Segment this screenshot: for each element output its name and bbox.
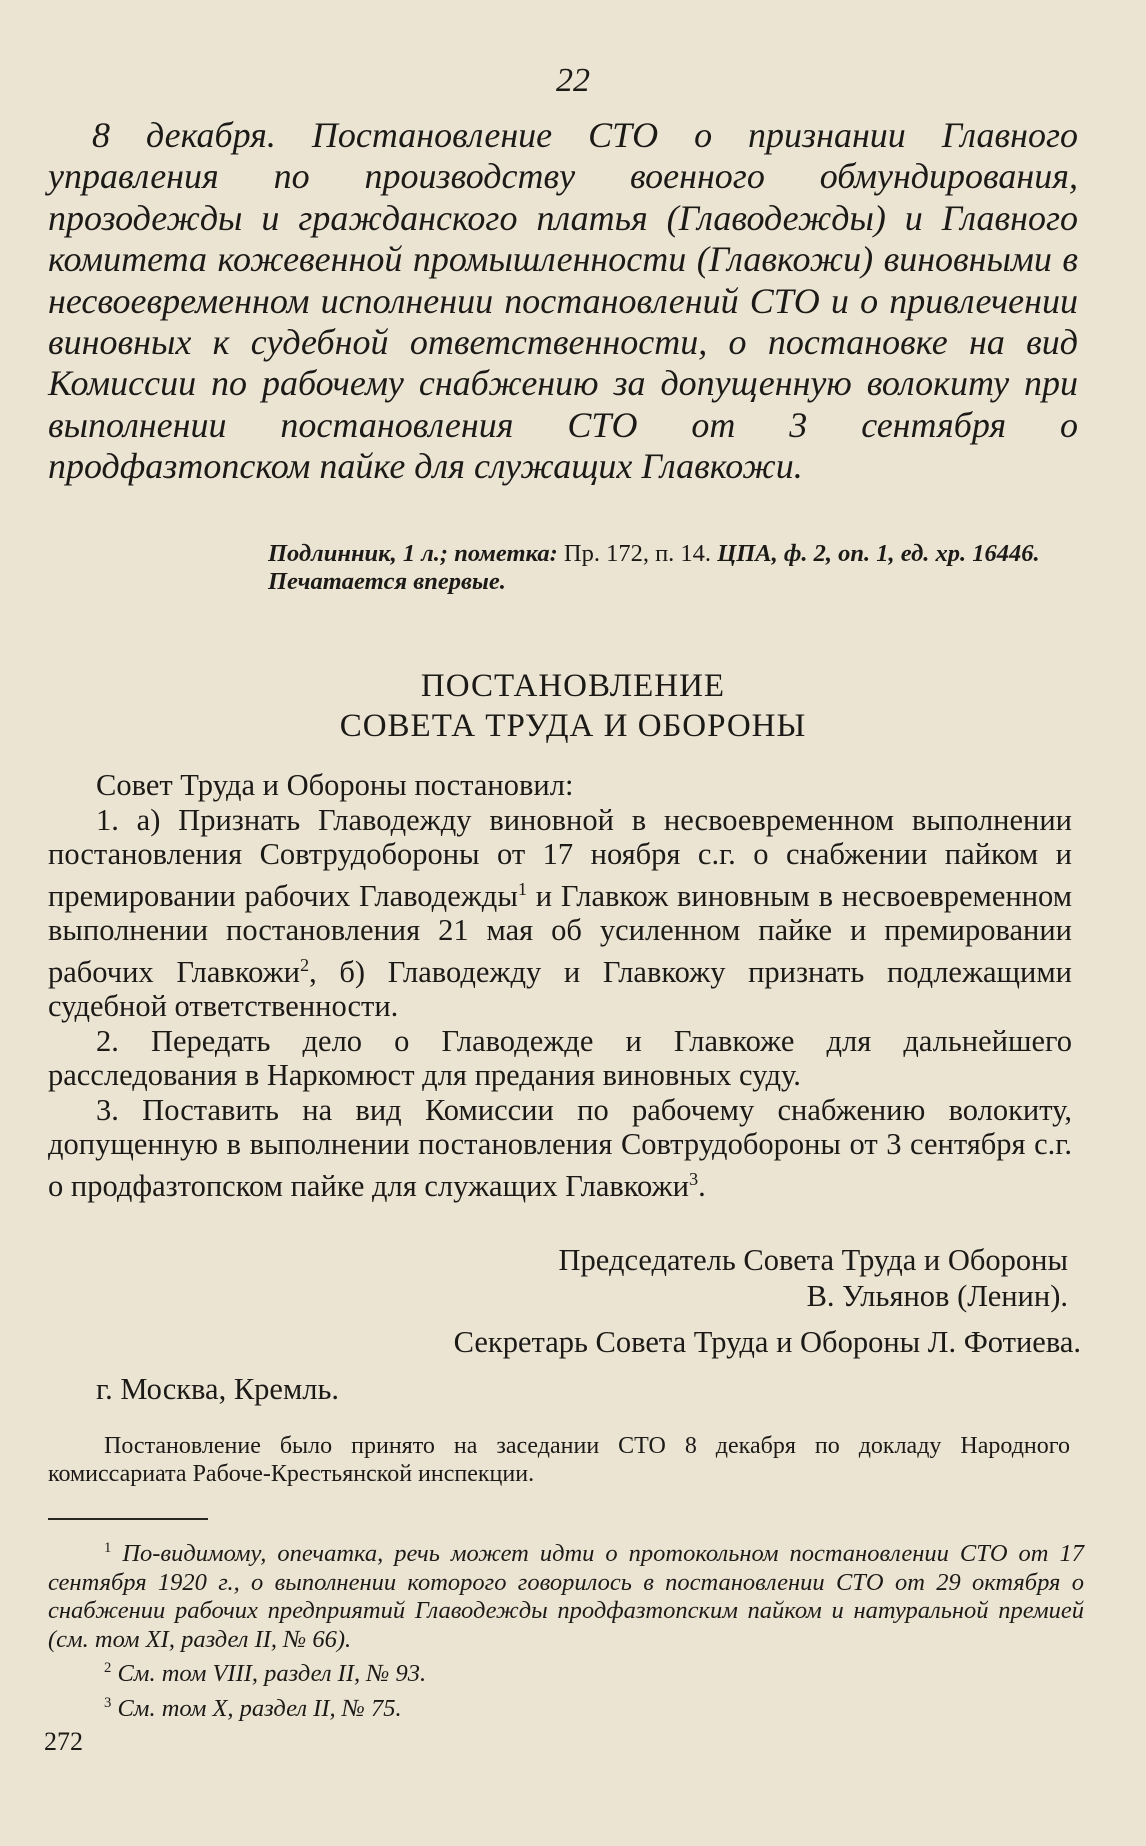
secretary-signature: Секретарь Совета Труда и Обороны Л. Фотиева. bbox=[453, 1325, 1081, 1359]
page-number: 272 bbox=[44, 1727, 83, 1756]
source-published: Печатается впервые. bbox=[268, 568, 506, 595]
footnote-2 bbox=[48, 1654, 1084, 1689]
body-item-3 bbox=[48, 1093, 1072, 1204]
body-item-1 bbox=[48, 803, 1072, 1024]
item1-part-b: и Главкож виновным в несвоевременном выполнении постановления 21 мая об усиленном пайке и премировании рабочих Главкожи bbox=[48, 878, 1072, 989]
source-part3: ЦПА, ф. 2, оп. 1, ед. хр. 16446. bbox=[711, 540, 1040, 567]
footnote-3-num: 3 bbox=[104, 1694, 112, 1711]
document-summary: 8 декабря. Постановление СТО о признании Главного управления по производству военного обмундирования, прозодежды и гражданского платья (Главодежды) и Главного комитета кожевенной промышленности (Главкожи) виновными в несвоевременном исполнении постановлений СТО и о привлечении виновных к судебной ответственности, о постановке на вид Комиссии по рабочему снабжению за допущенную волокиту при выполнении постановления СТО от 3 сентября о продфазтопском пайке для служащих Главкожи. bbox=[48, 115, 1078, 487]
footnote-divider bbox=[48, 1518, 208, 1520]
place: г. Москва, Кремль. bbox=[96, 1372, 340, 1406]
resolution-body bbox=[48, 768, 1072, 1203]
footnote-1-num: 1 bbox=[104, 1540, 112, 1556]
source-part1: Подлинник, 1 л.; пометка: bbox=[268, 540, 564, 567]
document-number: 22 bbox=[556, 62, 590, 99]
chair-name: В. Ульянов (Ленин). bbox=[806, 1279, 1068, 1313]
footnote-ref-1: 1 bbox=[517, 878, 527, 899]
resolution-title bbox=[0, 666, 1146, 746]
item3-part-a: 3. Поставить на вид Комиссии по рабочему снабжению волокиту, допущенную в выполнении постановления Совтрудобороны от 3 сентября с.г. о продфазтопском пайке для служащих Главкожи bbox=[48, 1092, 1072, 1203]
footnote-1-text: По-видимому, опечатка, речь может идти о протокольном постановлении СТО от 17 сентября 1920 г., о выполнении которого говорилось в постановлении СТО от 29 октября о снабжении рабочих предприятий Главодежды продфазтопским пайком и натуральной премией (см. том XI, раздел II, № 66). bbox=[48, 1540, 1084, 1653]
editorial-note: Постановление было принято на заседании СТО 8 декабря по докладу Народного комиссариата Рабоче-Крестьянской инспекции. bbox=[48, 1433, 1070, 1487]
footnotes bbox=[48, 1534, 1084, 1723]
item1-part-c: , б) Главодежду и Главкожу признать подлежащими судебной ответственности. bbox=[48, 954, 1072, 1024]
footnote-3-text: См. том X, раздел II, № 75. bbox=[111, 1694, 402, 1722]
footnote-2-text: См. том VIII, раздел II, № 93. bbox=[111, 1660, 427, 1688]
chair-title: Председатель Совета Труда и Обороны bbox=[558, 1243, 1068, 1277]
body-intro: Совет Труда и Обороны постановил: bbox=[96, 768, 574, 802]
title-line-1: ПОСТАНОВЛЕНИЕ bbox=[420, 668, 726, 704]
source-archive bbox=[48, 540, 1078, 568]
item3-part-b: . bbox=[698, 1168, 706, 1203]
source-mark: Пр. 172, п. 14. bbox=[563, 540, 712, 567]
title-line-2: СОВЕТА ТРУДА И ОБОРОНЫ bbox=[339, 708, 807, 744]
source-note bbox=[48, 540, 1078, 596]
footnote-ref-2: 2 bbox=[299, 954, 310, 975]
footnote-ref-3: 3 bbox=[688, 1168, 699, 1189]
footnote-2-num: 2 bbox=[104, 1660, 112, 1677]
footnote-1 bbox=[48, 1534, 1084, 1654]
item1-part-a: 1. а) Признать Главодежду виновной в несвоевременном выполнении постановления Совтрудобороны от 17 ноября с.г. о снабжении пайком и премировании рабочих Главодежды bbox=[48, 802, 1072, 913]
body-item-2: 2. Передать дело о Главодежде и Главкоже для дальнейшего расследования в Наркомюст для предания виновных суду. bbox=[48, 1023, 1072, 1093]
footnote-3 bbox=[48, 1689, 1084, 1724]
